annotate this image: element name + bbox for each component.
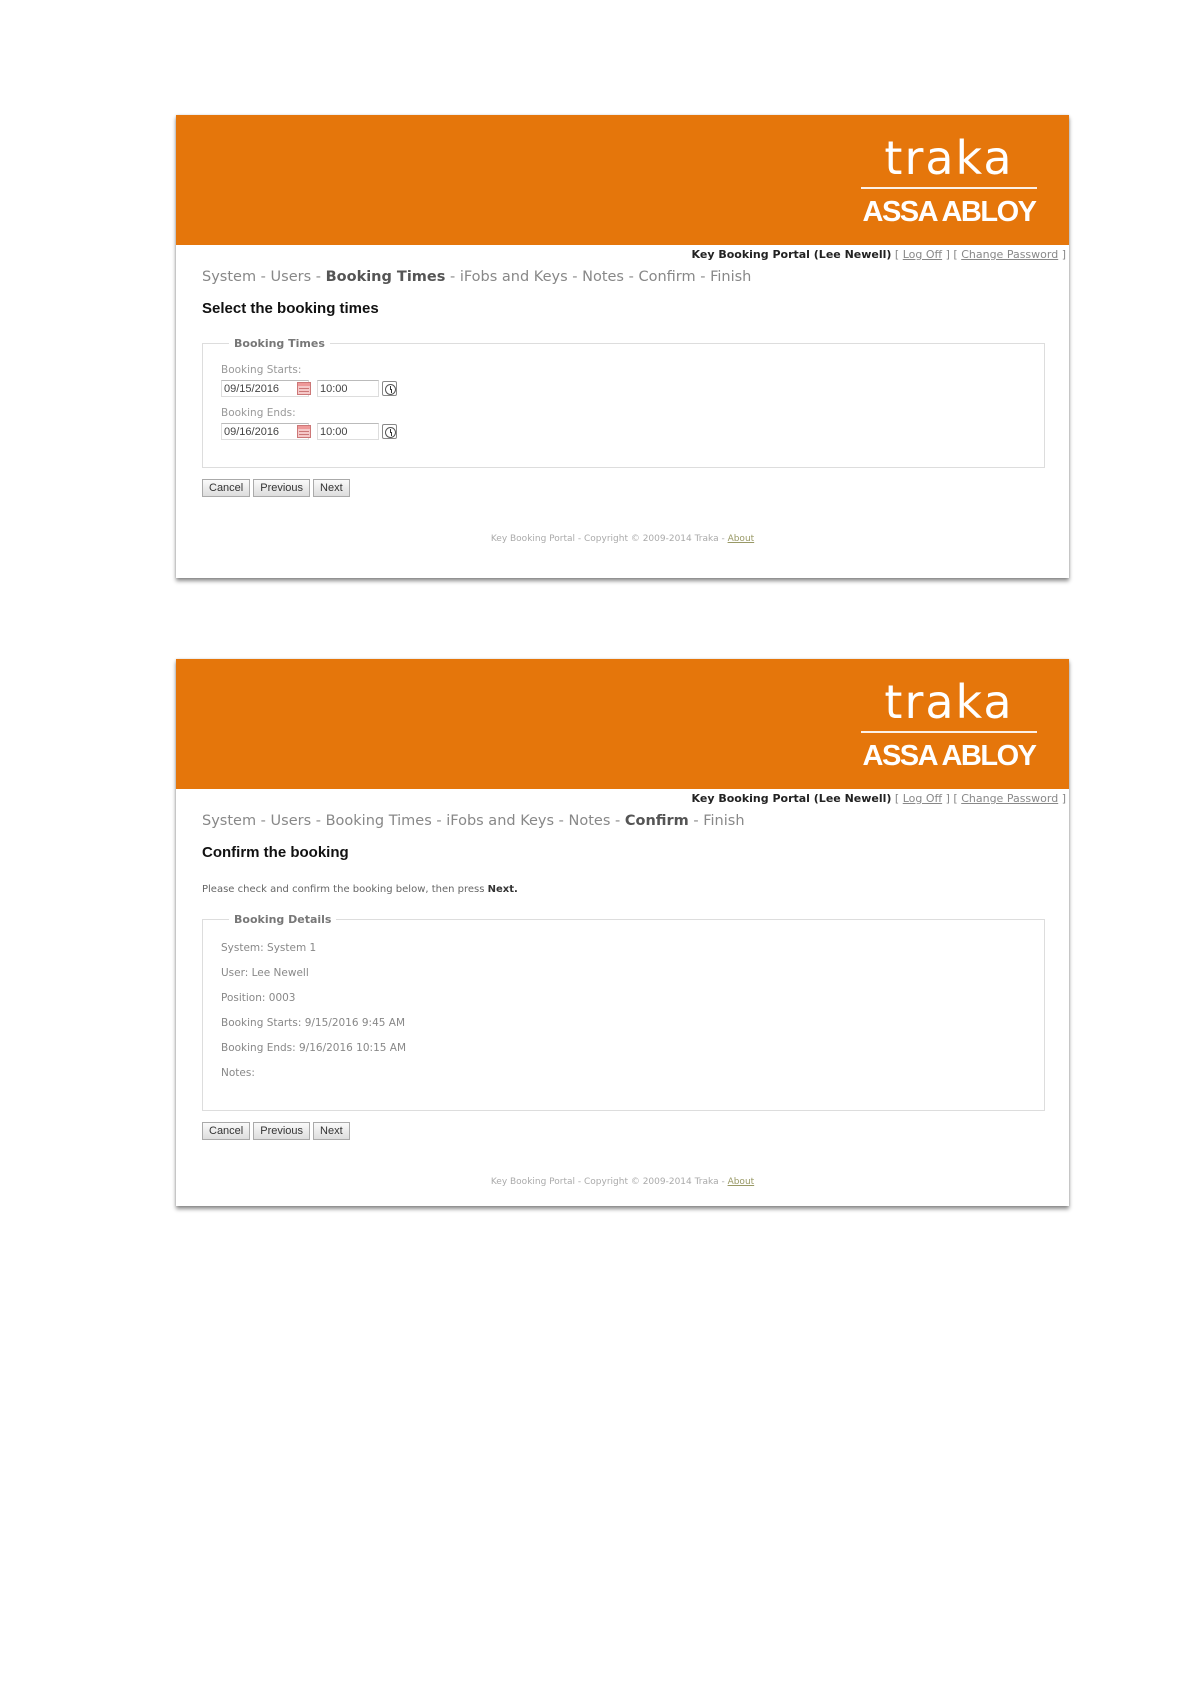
footer <box>202 534 1043 544</box>
booking-details-fieldset <box>202 913 1045 1111</box>
previous-button[interactable]: Previous <box>253 1122 310 1140</box>
next-button[interactable]: Next <box>313 1122 350 1140</box>
traka-logo <box>859 675 1039 772</box>
about-link[interactable]: About <box>727 534 755 544</box>
about-link[interactable]: About <box>727 1177 755 1187</box>
step-separator: - <box>256 269 271 285</box>
portal-user: Key Booking Portal (Lee Newell) <box>691 792 892 805</box>
step-separator: - <box>624 269 639 285</box>
booking-ends-label: Booking Ends: <box>221 407 296 419</box>
logo-word: traka <box>884 675 1014 729</box>
fieldset-legend: Booking Times <box>234 337 325 350</box>
clock-icon[interactable] <box>382 381 397 396</box>
step-confirm: Confirm <box>624 813 689 829</box>
instructions-next: Next. <box>487 884 518 895</box>
booking-starts-row <box>221 379 1026 397</box>
change-password-link[interactable]: Change Password <box>961 792 1059 805</box>
step-notes: Notes <box>582 269 624 285</box>
step-separator: - <box>567 269 583 285</box>
booking-starts-date-input[interactable]: 09/15/2016 <box>221 380 309 397</box>
step-system: System <box>202 813 257 829</box>
step-finish: Finish <box>703 813 745 829</box>
detail-booking-ends: Booking Ends: 9/16/2016 10:15 AM <box>221 1042 407 1054</box>
user-bar: Key Booking Portal (Lee Newell) [ Log Off ] [ Change Password ] <box>691 792 1066 805</box>
wizard-steps <box>202 813 1043 835</box>
footer-text: Key Booking Portal - Copyright © 2009-2014 Traka - <box>490 1177 728 1187</box>
booking-starts-time-input[interactable]: 10:00 <box>317 380 379 397</box>
step-separator: - <box>554 813 569 829</box>
logo-sub: ASSA ABLOY <box>862 740 1036 772</box>
calendar-icon[interactable] <box>297 425 311 438</box>
step-booking-times: Booking Times <box>325 269 446 285</box>
step-separator: - <box>256 813 271 829</box>
page-title: Confirm the booking <box>202 844 349 861</box>
detail-system: System: System 1 <box>221 942 317 954</box>
booking-times-screen <box>176 115 1069 578</box>
booking-ends-row <box>221 422 1026 440</box>
wizard-steps <box>202 269 1043 291</box>
step-separator: - <box>445 269 460 285</box>
step-separator: - <box>688 813 704 829</box>
page-title: Select the booking times <box>202 300 379 317</box>
detail-notes: Notes: <box>221 1067 255 1079</box>
header-banner <box>176 115 1069 245</box>
instructions-text: Please check and confirm the booking below, then press <box>202 884 488 895</box>
instructions <box>202 884 1043 895</box>
logo-divider <box>861 187 1037 189</box>
step-separator: - <box>695 269 711 285</box>
step-booking-times: Booking Times <box>325 813 432 829</box>
fieldset-legend: Booking Details <box>234 913 332 926</box>
logo-divider <box>861 731 1037 733</box>
detail-booking-starts: Booking Starts: 9/15/2016 9:45 AM <box>221 1017 406 1029</box>
cancel-button[interactable]: Cancel <box>202 1122 250 1140</box>
logoff-link[interactable]: Log Off <box>902 792 943 805</box>
step-separator: - <box>431 813 447 829</box>
step-ifobs-and-keys: iFobs and Keys <box>459 269 568 285</box>
footer <box>202 1177 1043 1187</box>
header-banner <box>176 659 1069 789</box>
confirm-booking-screen <box>176 659 1069 1206</box>
wizard-buttons <box>202 479 1043 497</box>
logo-sub: ASSA ABLOY <box>862 196 1036 228</box>
detail-position: Position: 0003 <box>221 992 296 1004</box>
calendar-icon[interactable] <box>297 382 311 395</box>
step-finish: Finish <box>710 269 752 285</box>
wizard-buttons <box>202 1122 1043 1140</box>
booking-ends-date-input[interactable]: 09/16/2016 <box>221 423 309 440</box>
footer-text: Key Booking Portal - Copyright © 2009-2014 Traka - <box>490 534 728 544</box>
step-users: Users <box>270 269 312 285</box>
next-button[interactable]: Next <box>313 479 350 497</box>
step-users: Users <box>270 813 312 829</box>
user-bar: Key Booking Portal (Lee Newell) [ Log Off ] [ Change Password ] <box>691 248 1066 261</box>
portal-user: Key Booking Portal (Lee Newell) <box>691 248 892 261</box>
step-separator: - <box>610 813 625 829</box>
traka-logo <box>859 131 1039 228</box>
step-system: System <box>202 269 257 285</box>
step-separator: - <box>311 269 326 285</box>
booking-starts-label: Booking Starts: <box>221 364 302 376</box>
step-ifobs-and-keys: iFobs and Keys <box>446 813 555 829</box>
previous-button[interactable]: Previous <box>253 479 310 497</box>
cancel-button[interactable]: Cancel <box>202 479 250 497</box>
step-confirm: Confirm <box>638 269 696 285</box>
clock-icon[interactable] <box>382 424 397 439</box>
booking-times-fieldset <box>202 337 1045 468</box>
step-notes: Notes <box>568 813 611 829</box>
logoff-link[interactable]: Log Off <box>902 248 943 261</box>
booking-ends-time-input[interactable]: 10:00 <box>317 423 379 440</box>
logo-word: traka <box>884 131 1014 185</box>
detail-user: User: Lee Newell <box>221 967 309 979</box>
change-password-link[interactable]: Change Password <box>961 248 1059 261</box>
step-separator: - <box>311 813 326 829</box>
